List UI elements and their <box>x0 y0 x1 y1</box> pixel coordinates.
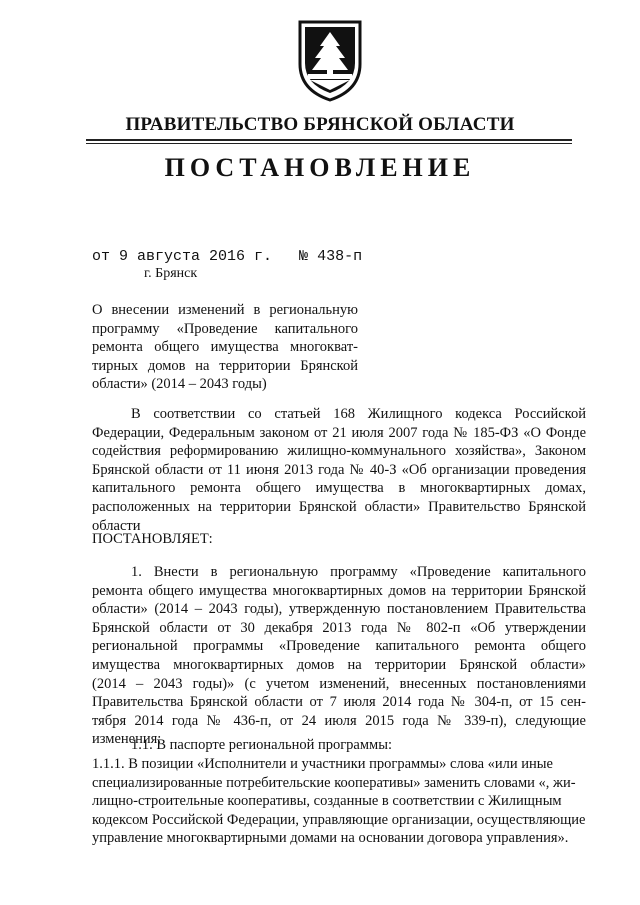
document-number: 438-п <box>317 248 363 265</box>
item-1-1-paragraph <box>92 736 586 755</box>
preamble-paragraph <box>92 405 586 535</box>
text-line: кодексом Российской Федерации, управляющие организации, осуществляющие <box>92 811 586 828</box>
document-city: г. Брянск <box>144 266 198 281</box>
resolves-heading: ПОСТАНОВЛЯЕТ: <box>92 531 213 547</box>
text-line: изменения: <box>92 731 162 748</box>
text-line: Брянской области от 11 июня 2013 года № 40-З «Об организации проведения <box>92 461 586 478</box>
date-number-line <box>92 248 362 265</box>
text-line: ремонта общего имущества многоквартирных домов на территории Брянской <box>92 582 586 599</box>
text-line: капитального ремонта общего имущества в многоквартирных домах, <box>92 480 586 497</box>
text-line: Брянской области от 30 декабря 2013 года № 802-п «Об утверждении <box>92 619 586 636</box>
subject-line: ремонта общего имущества многокват- <box>92 339 358 355</box>
text-line: лищно-строительные кооперативы, созданные в соответствии с Жилищным <box>92 793 562 810</box>
subject-line: тирных домов на территории Брянской <box>92 357 358 374</box>
document-date: 9 августа 2016 г. <box>119 248 273 265</box>
text-line: Федерации, Федеральным законом от 21 июля 2007 года № 185-ФЗ «О Фонде <box>92 424 586 441</box>
text-line: содействия реформированию жилищно-коммунального хозяйства», Законом <box>92 443 586 460</box>
text-line: имущества многоквартирных домов на территории Брянской области» <box>92 656 586 673</box>
subject-block <box>92 301 358 394</box>
item-1-paragraph <box>92 563 586 749</box>
header-rule-thin <box>86 143 572 144</box>
text-line: В соответствии со статьей 168 Жилищного кодекса Российской <box>131 406 586 422</box>
item-1-1-1-paragraph <box>92 755 586 848</box>
number-sign: № <box>299 248 309 265</box>
text-line: региональной программы «Проведение капитального ремонта общего <box>92 638 586 655</box>
text-line: области <box>92 517 141 534</box>
date-prefix: от <box>92 248 111 265</box>
subject-line: области» (2014 – 2043 годы) <box>92 376 267 392</box>
header-rule <box>86 139 572 141</box>
text-line: области» (2014 – 2043 годы), утвержденную постановлением Правительства <box>92 601 586 618</box>
text-line: 1.1.1. В позиции «Исполнители и участники программы» слова «или иные <box>92 756 553 772</box>
subject-line: программу «Проведение капитального <box>92 320 358 337</box>
coat-of-arms-emblem <box>296 20 364 102</box>
government-name: ПРАВИТЕЛЬСТВО БРЯНСКОЙ ОБЛАСТИ <box>125 114 515 135</box>
text-line: тября 2014 года № 436-п, от 24 июля 2015 года № 339-п), следующие <box>92 712 586 729</box>
text-line: Правительства Брянской области от 7 июля 2014 года № 304-п, от 15 сен- <box>92 694 586 711</box>
text-line: 1.1. В паспорте региональной программы: <box>131 737 392 753</box>
document-type-title: ПОСТАНОВЛЕНИЕ <box>164 153 476 182</box>
text-line: специализированные потребительские кооперативы» заменить словами «, жи- <box>92 774 576 791</box>
text-line: (2014 – 2043 годы)» (с учетом изменений, внесенных постановлениями <box>92 675 586 692</box>
subject-line: О внесении изменений в региональную <box>92 302 358 318</box>
text-line: 1. Внести в региональную программу «Проведение капитального <box>131 564 586 580</box>
text-line: расположенных на территории Брянской области» Правительство Брянской <box>92 498 586 515</box>
text-line: управление многоквартирными домами на основании договора управления». <box>92 830 569 847</box>
